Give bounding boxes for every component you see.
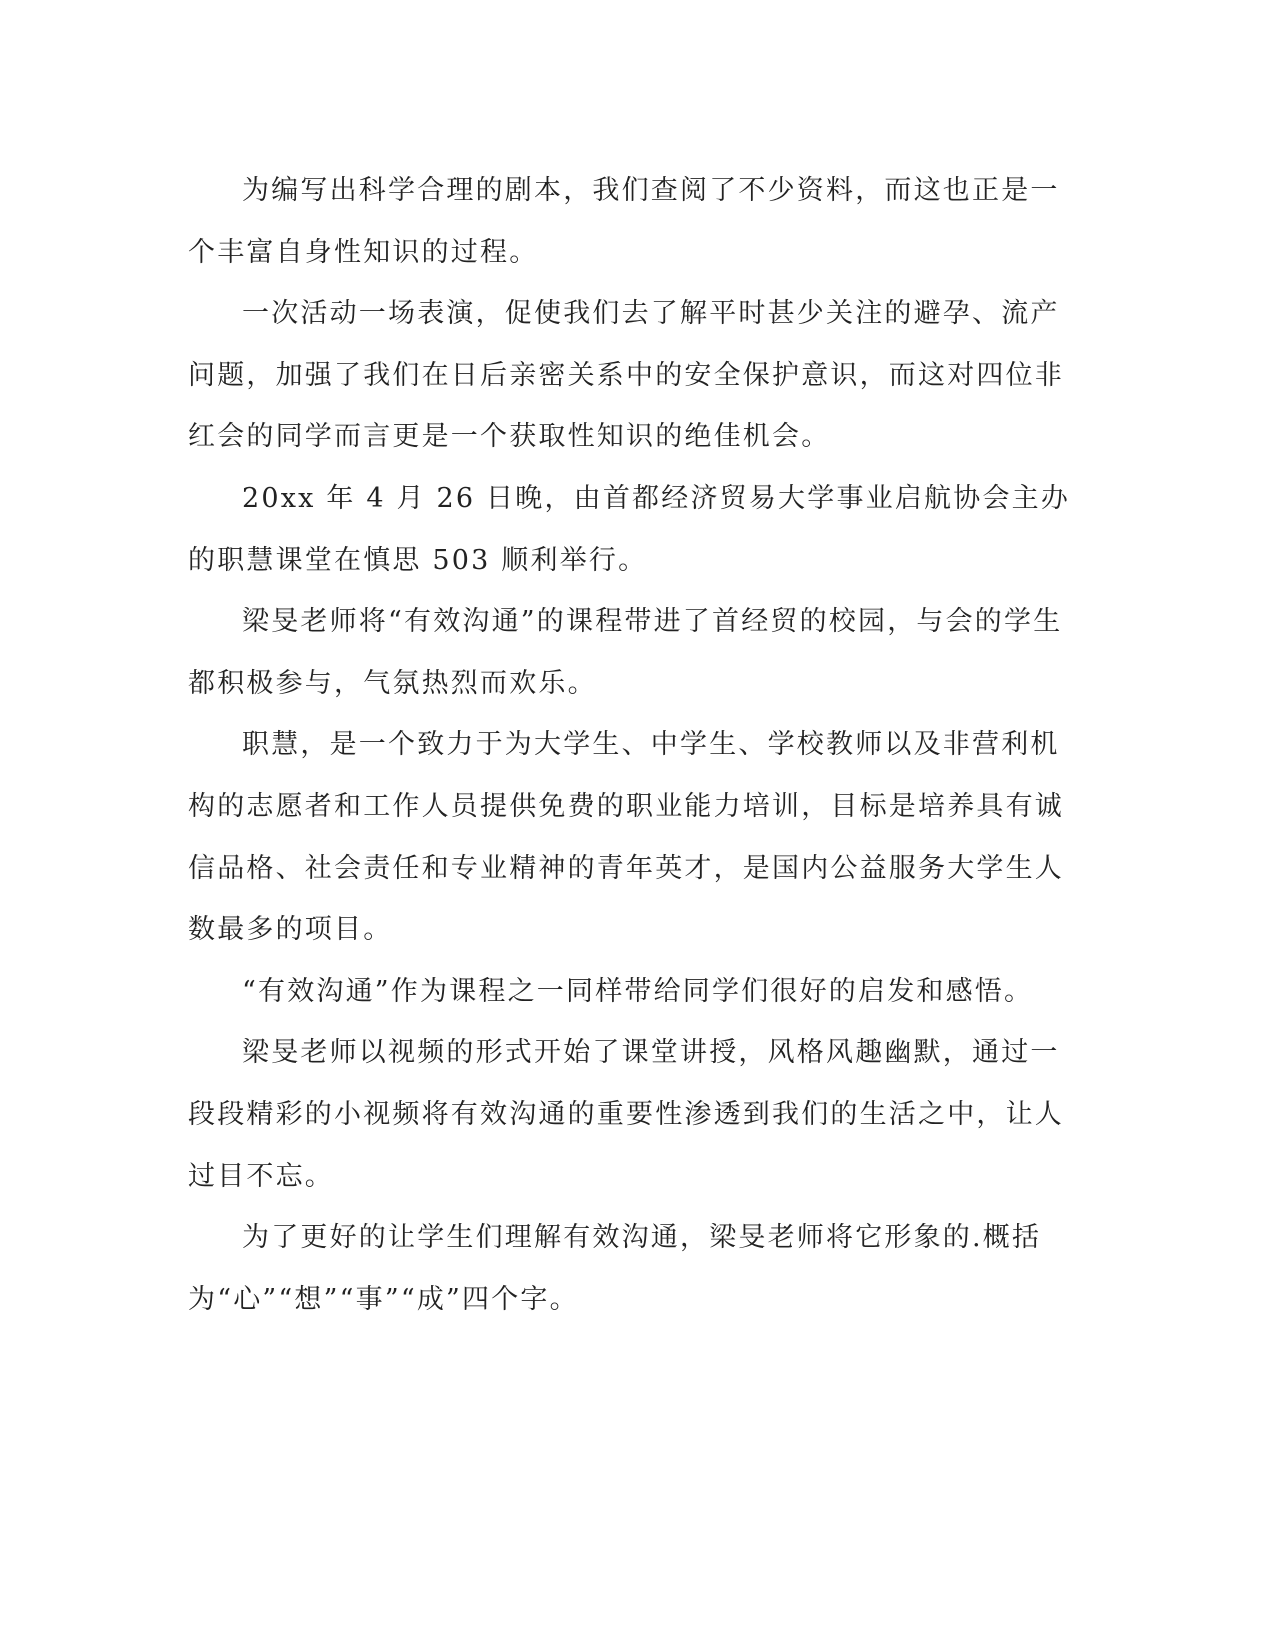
paragraph: 梁旻老师以视频的形式开始了课堂讲授，风格风趣幽默，通过一段段精彩的小视频将有效沟通的重要性渗透到我们的生活之中，让人过目不忘。: [188, 1037, 1064, 1192]
paragraph: “有效沟通”作为课程之一同样带给同学们很好的启发和感悟。: [242, 975, 1034, 1007]
paragraph: 一次活动一场表演，促使我们去了解平时甚少关注的避孕、流产问题，加强了我们在日后亲密关系中的安全保护意识，而这对四位非红会的同学而言更是一个获取性知识的绝佳机会。: [188, 298, 1064, 453]
paragraph: 为编写出科学合理的剧本，我们查阅了不少资料，而这也正是一个丰富自身性知识的过程。: [188, 175, 1060, 268]
paragraph: 为了更好的让学生们理解有效沟通，梁旻老师将它形象的.概括为“心”“想”“事”“成”四个字。: [188, 1222, 1042, 1315]
paragraph: 20xx 年 4 月 26 日晚，由首都经济贸易大学事业启航协会主办的职慧课堂在慎思 503 顺利举行。: [188, 482, 1071, 576]
document-body: [188, 160, 1081, 1330]
paragraph: 梁旻老师将“有效沟通”的课程带进了首经贸的校园，与会的学生都积极参与，气氛热烈而欢乐。: [188, 606, 1063, 699]
paragraph: 职慧，是一个致力于为大学生、中学生、学校教师以及非营利机构的志愿者和工作人员提供免费的职业能力培训，目标是培养具有诚信品格、社会责任和专业精神的青年英才，是国内公益服务大学生人数最多的项目。: [188, 729, 1064, 946]
